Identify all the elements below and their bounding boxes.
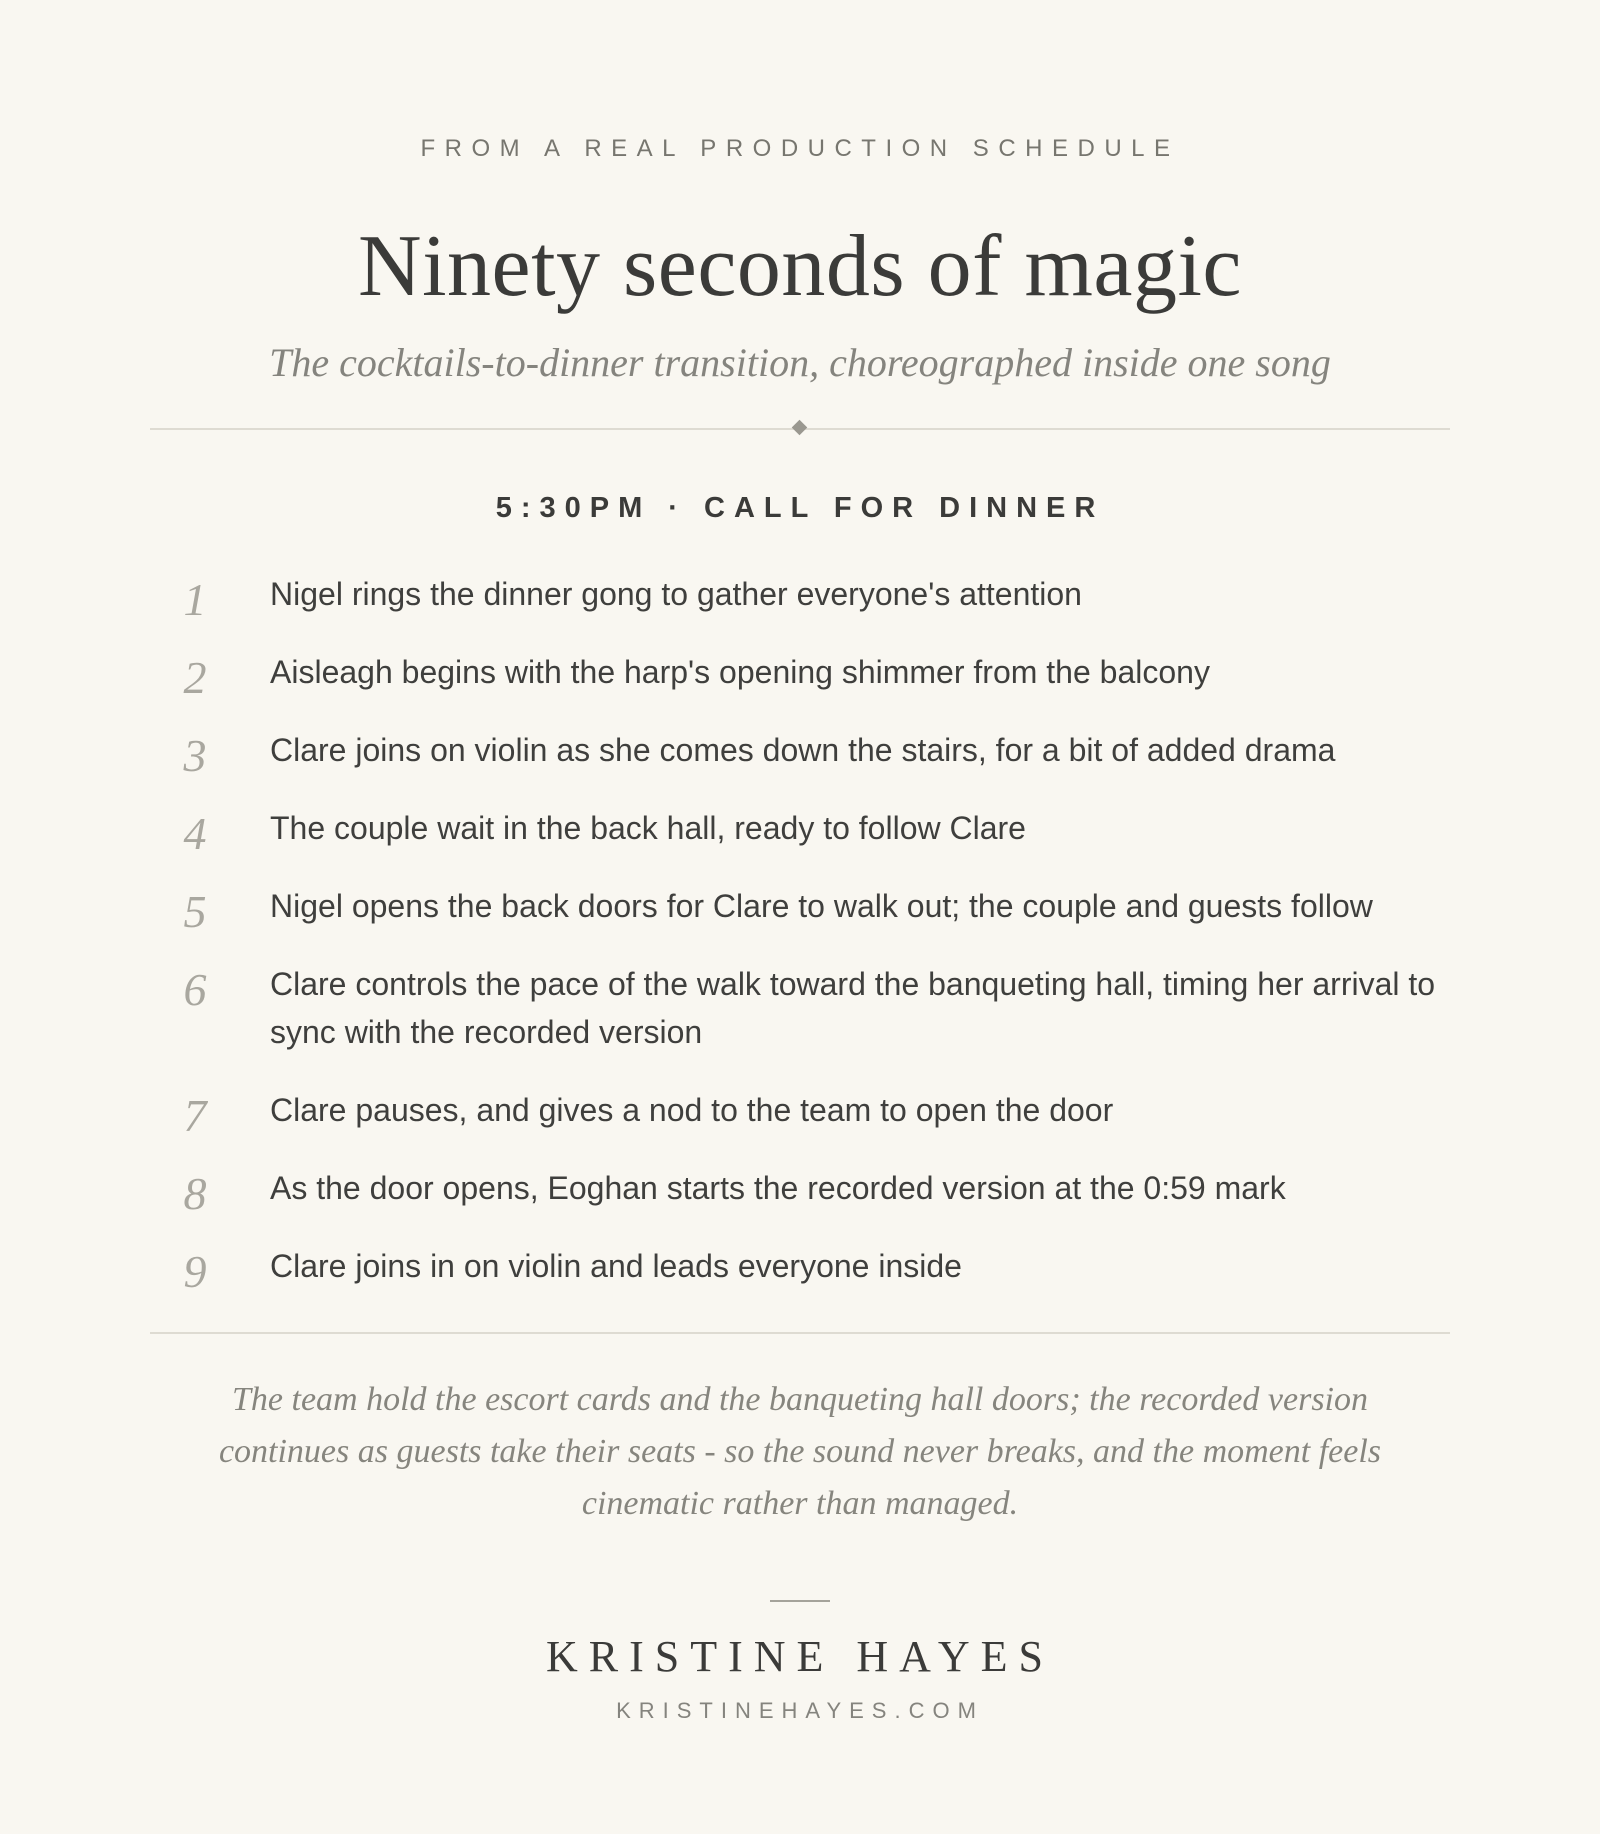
list-item [150,648,1450,703]
page-subtitle: The cocktails-to-dinner transition, choreographed inside one song [269,340,1331,385]
step-text: As the door opens, Eoghan starts the recorded version at the 0:59 mark [270,1170,1286,1206]
section-heading: 5:30PM · CALL FOR DINNER [495,492,1105,524]
list-item [150,882,1450,937]
step-number: 2 [183,652,207,703]
step-text: The couple wait in the back hall, ready to follow Clare [270,810,1026,846]
step-number: 9 [183,1246,207,1297]
brand-name: KRISTINE HAYES [545,1632,1055,1681]
step-number: 3 [183,730,207,781]
step-text: Clare controls the pace of the walk toward the banqueting hall, timing her arrival to sync with the recorded version [270,966,1436,1050]
page-title: Ninety seconds of magic [358,218,1242,315]
list-item [150,1086,1450,1141]
steps-list [150,570,1450,1320]
step-number: 7 [183,1090,207,1141]
step-number: 1 [183,574,207,625]
diamond-ornament-icon [792,420,808,436]
step-number: 6 [183,964,207,1015]
list-item [150,1242,1450,1297]
step-text: Clare pauses, and gives a nod to the team to open the door [270,1092,1114,1128]
list-item [150,960,1450,1056]
list-item [150,726,1450,781]
step-number: 8 [183,1168,207,1219]
list-item [150,804,1450,859]
step-text: Nigel opens the back doors for Clare to walk out; the couple and guests follow [270,888,1373,924]
list-item [150,1164,1450,1219]
step-text: Clare joins in on violin and leads everyone inside [270,1248,962,1284]
step-text: Clare joins on violin as she comes down the stairs, for a bit of added drama [270,732,1336,768]
website-url: KRISTINEHAYES.COM [616,1698,984,1723]
closing-note: The team hold the escort cards and the banqueting hall doors; the recorded version continues as guests take their seats - so the sound never breaks, and the moment feels cinematic rather than managed. [218,1381,1382,1522]
bottom-divider [150,1332,1450,1334]
step-number: 4 [183,808,207,859]
footer-divider [770,1600,830,1602]
step-number: 5 [183,886,207,937]
list-item [150,570,1450,625]
step-text: Nigel rings the dinner gong to gather everyone's attention [270,576,1082,612]
eyebrow-label: FROM A REAL PRODUCTION SCHEDULE [420,135,1180,162]
step-text: Aisleagh begins with the harp's opening shimmer from the balcony [270,654,1210,690]
